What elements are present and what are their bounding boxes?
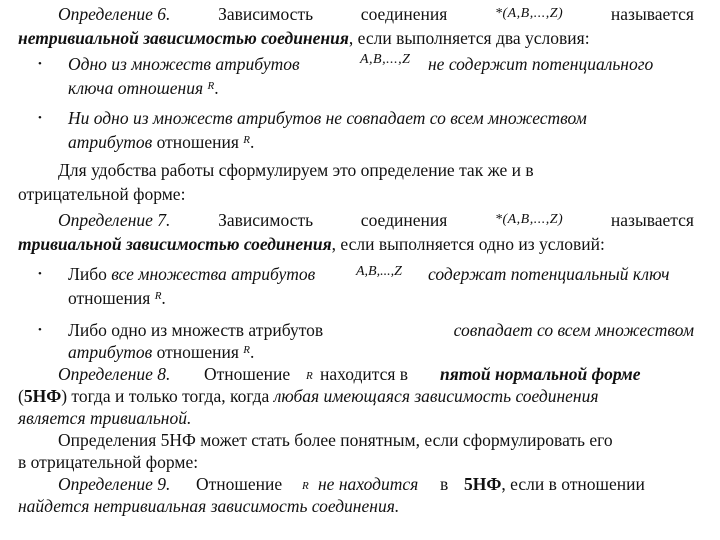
bullet3-pre2: все множества атрибутов <box>111 264 316 284</box>
def7-term: тривиальной зависимостью соединения <box>18 234 332 254</box>
bullet4-l2-italic: атрибутов <box>68 342 153 362</box>
bullet3-rel: R <box>154 290 162 302</box>
para-conv-line1 <box>0 158 720 182</box>
para-conv-l1: Для удобства работы сформулируем это определение так же и в <box>58 160 534 180</box>
def9-rel: R <box>302 480 309 492</box>
def7-line2 <box>0 232 720 256</box>
def9-word1: Отношение <box>196 474 283 494</box>
bullet4-l1-italic: совпадает со всем множеством <box>453 320 694 340</box>
def9-line1 <box>0 472 720 496</box>
def7-label: Определение 7. <box>58 210 171 230</box>
def8-l2c: ) тогда и только тогда, когда <box>61 386 270 406</box>
def8-term: пятой нормальной форме <box>440 364 641 384</box>
def9-word4: 5НФ <box>464 474 502 494</box>
bullet-icon: • <box>38 112 42 124</box>
def6-word3: называется <box>610 4 694 24</box>
def9-line2 <box>0 494 720 518</box>
def8-line2 <box>0 384 720 408</box>
def6-label: Определение 6. <box>58 4 171 24</box>
bullet4-l2: отношения <box>156 342 239 362</box>
bullet2-l2-italic: атрибутов <box>68 132 153 152</box>
def6-formula: *(A,B,...,Z) <box>494 6 564 21</box>
bullet4-l1-plain: Либо одно из множеств атрибутов <box>68 320 324 340</box>
bullet4-rel: R <box>243 344 251 356</box>
def8-l2b: 5НФ <box>23 386 62 406</box>
bullet4-line1 <box>0 318 720 342</box>
def8-word1: Отношение <box>204 364 291 384</box>
def7-line1 <box>0 208 720 232</box>
def8-word2: находится в <box>320 364 409 384</box>
para-conv-l2: отрицательной форме: <box>18 184 186 204</box>
bullet1-line1 <box>0 52 720 76</box>
para-5nf-l1: Определения 5НФ может стать более понятным, если сформулировать его <box>58 430 613 450</box>
para-5nf-l2: в отрицательной форме: <box>18 452 199 472</box>
def8-line3 <box>0 406 720 430</box>
bullet3-attrs: A,B,...,Z <box>356 264 402 279</box>
bullet-icon: • <box>38 268 42 280</box>
def9-word5: , если в отношении <box>501 474 645 494</box>
para-5nf-line2 <box>0 450 720 474</box>
bullet4-line2: атрибутов отношения $^R$. <box>68 342 255 362</box>
def7-tail: , если выполняется одно из условий: <box>331 234 605 254</box>
bullet1-l2: ключа отношения <box>68 78 204 98</box>
def8-l2a: ( <box>18 386 24 406</box>
bullet3-line2: отношения $^R$. <box>68 288 166 308</box>
bullet1-pre: Одно из множеств атрибутов <box>68 54 300 74</box>
def8-line1 <box>0 362 720 386</box>
bullet2-rel: R <box>243 134 251 146</box>
def9-word3: в <box>440 474 449 494</box>
bullet2-line2: атрибутов отношения $^R$. <box>68 132 255 152</box>
def9-label: Определение 9. <box>58 474 171 494</box>
bullet3-line1 <box>0 262 720 286</box>
bullet1-rel: R <box>207 80 215 92</box>
bullet3-l2: отношения <box>68 288 151 308</box>
def7-word3: называется <box>610 210 694 230</box>
bullet3-post: содержат потенциальный ключ <box>428 264 670 284</box>
def7-word1: Зависимость <box>218 210 314 230</box>
def9-l2: найдется нетривиальная зависимость соединения. <box>18 496 400 516</box>
def7-formula: *(A,B,...,Z) <box>494 212 564 227</box>
bullet-icon: • <box>38 324 42 336</box>
def8-label: Определение 8. <box>58 364 171 384</box>
def6-tail: , если выполняется два условия: <box>348 28 590 48</box>
bullet1-line2: ключа отношения $^R$. <box>68 78 219 98</box>
bullet1-post: не содержит потенциального <box>428 54 654 74</box>
def6-line2 <box>0 26 720 50</box>
para-conv-line2 <box>0 182 720 206</box>
bullet2-line1 <box>0 106 720 130</box>
def6-line1 <box>0 2 720 26</box>
bullet2-l1: Ни одно из множеств атрибутов не совпадает со всем множеством <box>68 108 587 128</box>
def6-word2: соединения <box>360 4 448 24</box>
def7-word2: соединения <box>360 210 448 230</box>
def8-l3: является тривиальной. <box>18 408 192 428</box>
bullet3-pre1: Либо <box>68 264 107 284</box>
def6-term: нетривиальной зависимостью соединения <box>18 28 349 48</box>
bullet-icon: • <box>38 58 42 70</box>
bullet2-l2: отношения <box>156 132 239 152</box>
def8-rel: R <box>306 370 313 382</box>
def8-l2d: любая имеющаяся зависимость соединения <box>273 386 599 406</box>
def9-word2: не находится <box>318 474 419 494</box>
def6-word1: Зависимость <box>218 4 314 24</box>
bullet1-attrs: A,B,...,Z <box>360 52 411 67</box>
para-5nf-line1 <box>0 428 720 452</box>
